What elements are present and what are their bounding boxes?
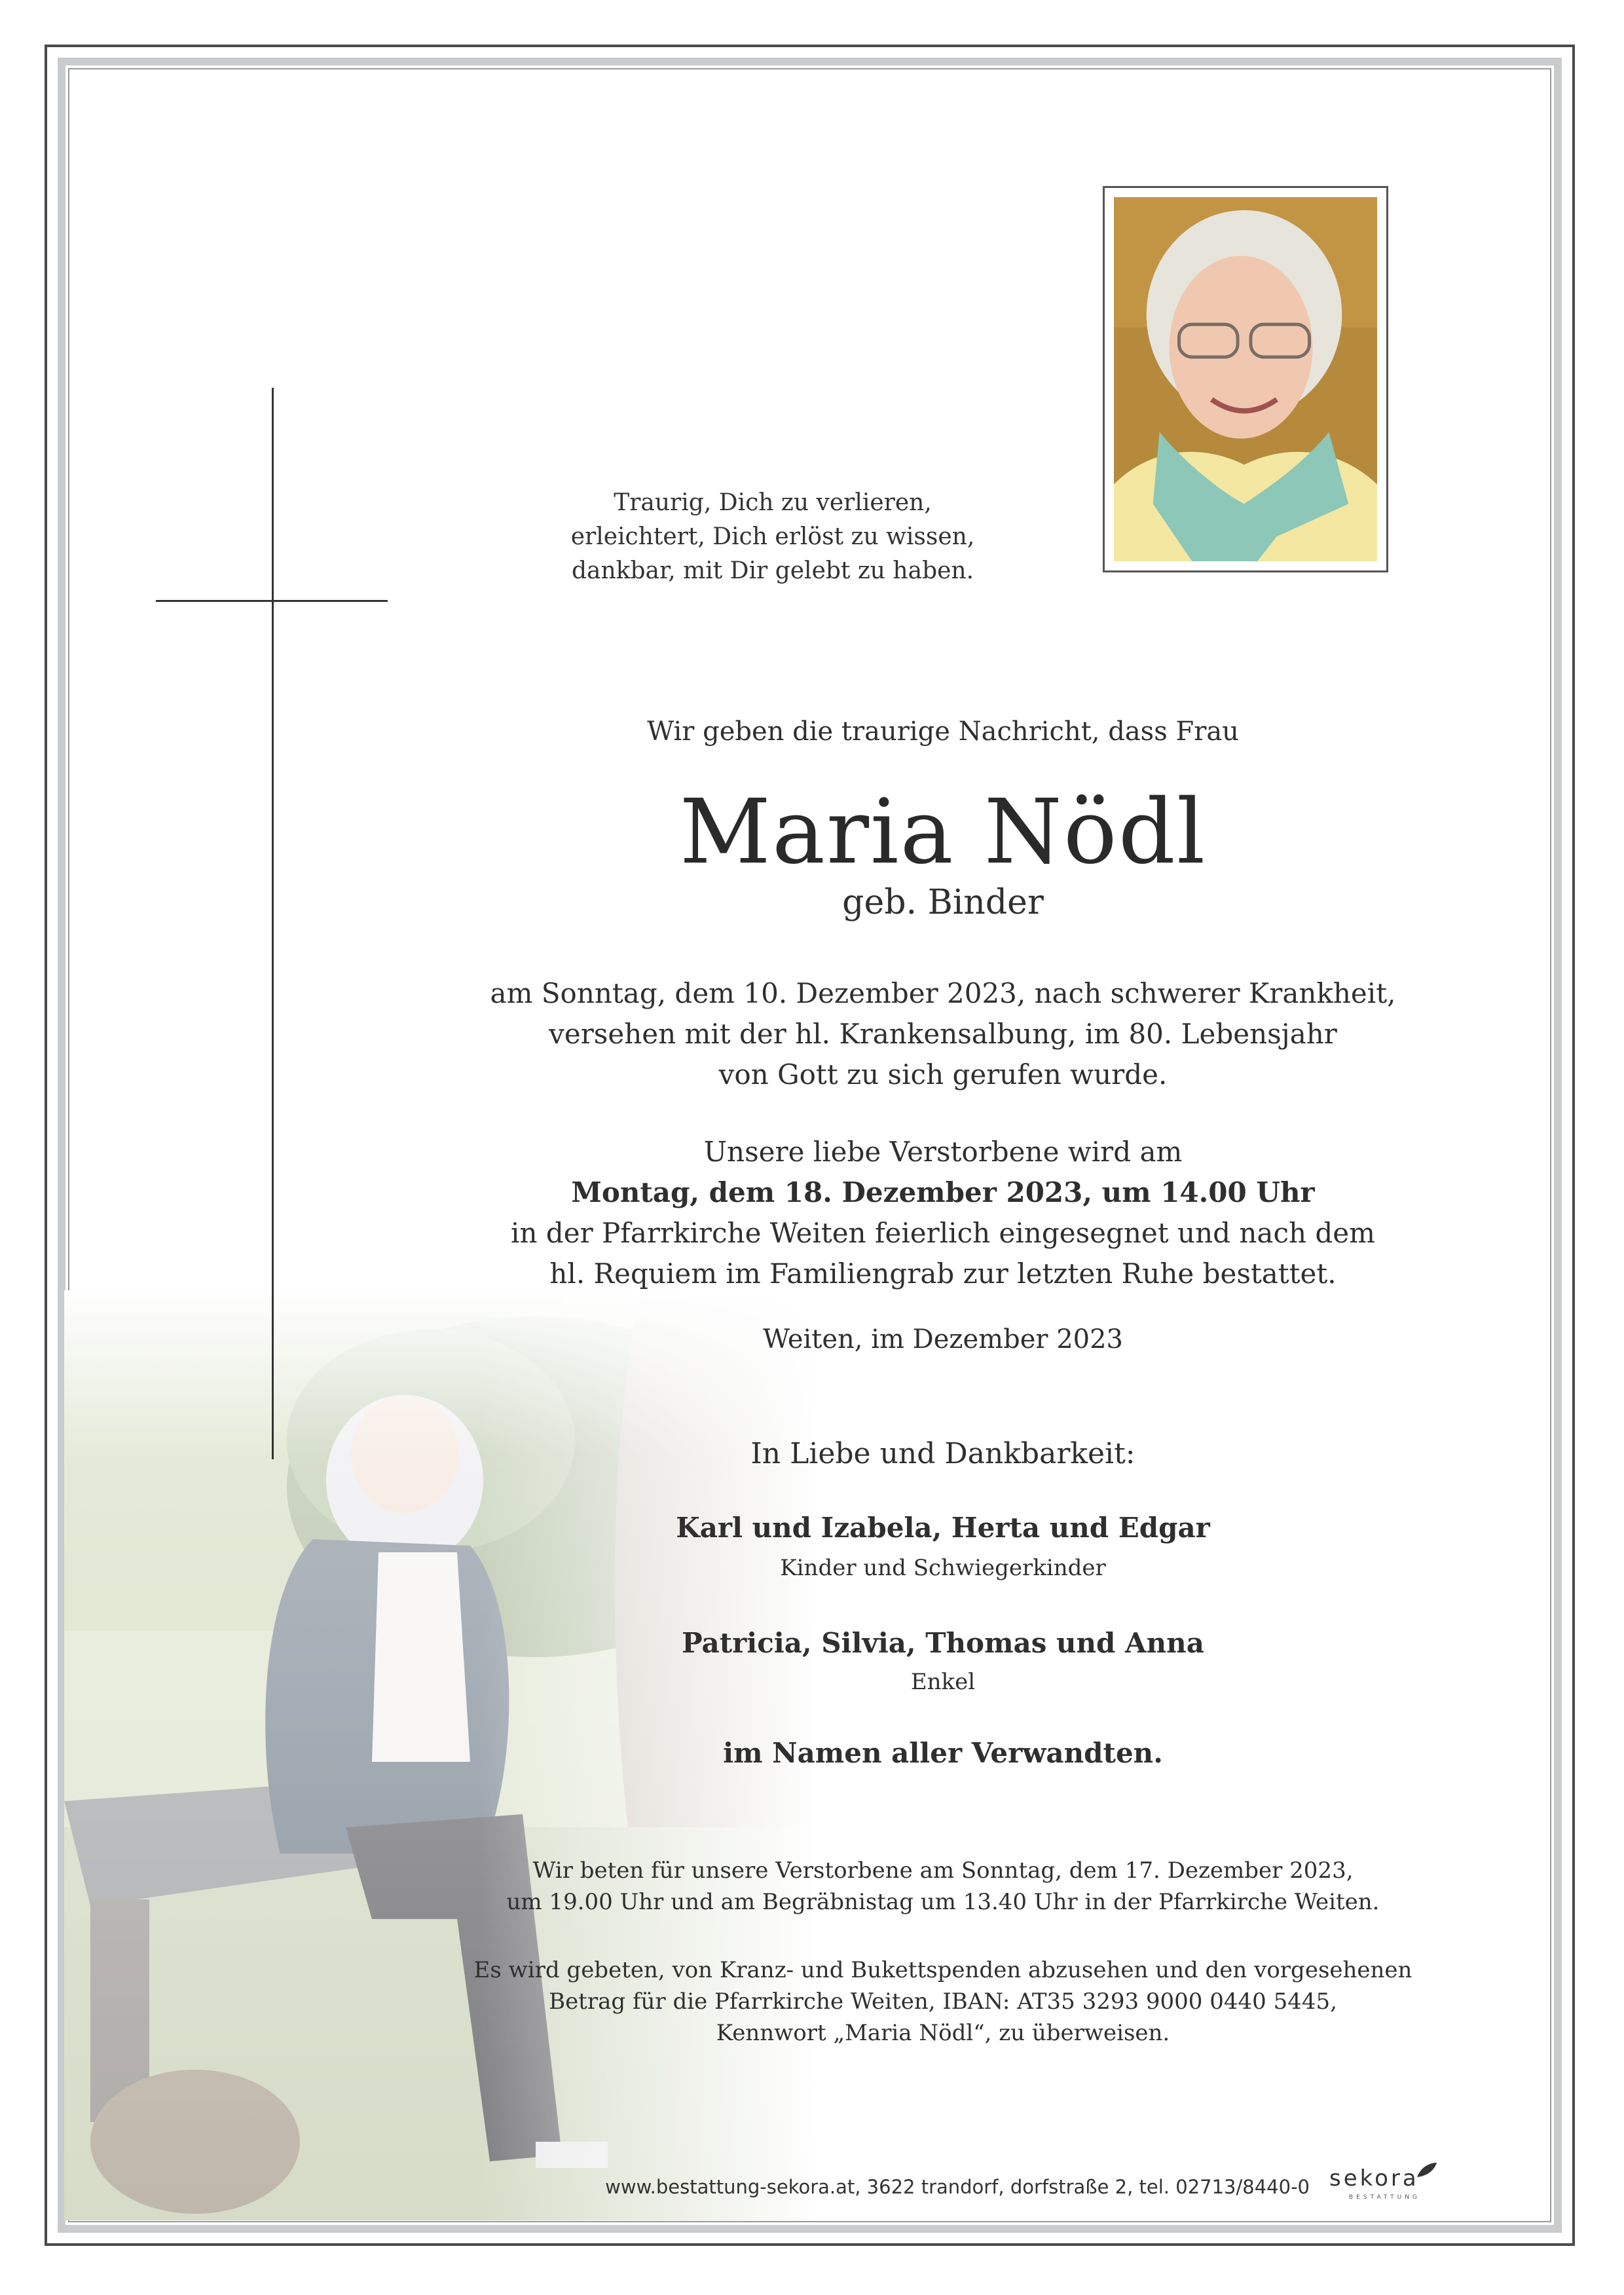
donation-line: Es wird gebeten, von Kranz- und Bukettspenden abzusehen und den vorgesehenen xyxy=(473,1957,1412,1983)
cross-horizontal-bar xyxy=(156,600,388,602)
funeral-date: Montag, dem 18. Dezember 2023, um 14.00 Uhr xyxy=(571,1176,1315,1208)
prayer-line: Wir beten für unsere Verstorbene am Sonntag, dem 17. Dezember 2023, xyxy=(532,1857,1354,1884)
funeral-line: hl. Requiem im Familiengrab zur letzten Ruhe bestattet. xyxy=(549,1258,1337,1290)
logo-subtitle: BESTATTUNG xyxy=(1349,2194,1420,2201)
footer-contact[interactable]: www.bestattung-sekora.at, 3622 trandorf, dorfstraße 2, tel. 02713/8440-0 xyxy=(605,2176,1310,2198)
prayer-notice xyxy=(458,1855,1428,1918)
donation-line: Betrag für die Pfarrkirche Weiten, IBAN: AT35 3293 9000 0440 5445, xyxy=(549,1988,1337,2015)
mourners-closing: im Namen aller Verwandten. xyxy=(723,1737,1163,1769)
donation-line: Kennwort „Maria Nödl“, zu überweisen. xyxy=(716,2020,1170,2046)
place-and-date: Weiten, im Dezember 2023 xyxy=(762,1324,1124,1354)
prayer-line: um 19.00 Uhr und am Begräbnistag um 13.40 Uhr in der Pfarrkirche Weiten. xyxy=(506,1889,1380,1915)
mourners-children-relation: Kinder und Schwiegerkinder xyxy=(780,1555,1106,1581)
mourners-grandchildren: Patricia, Silvia, Thomas und Anna xyxy=(682,1627,1204,1659)
funeral-line: in der Pfarrkirche Weiten feierlich eingesegnet und nach dem xyxy=(511,1217,1375,1249)
death-notice xyxy=(458,973,1428,1095)
deceased-name: Maria Nödl xyxy=(679,781,1207,884)
logo-wordmark: sekora xyxy=(1329,2165,1419,2192)
cross-vertical-bar xyxy=(272,388,274,1459)
death-line: am Sonntag, dem 10. Dezember 2023, nach schwerer Krankheit, xyxy=(490,977,1396,1009)
funeral-notice xyxy=(458,1132,1428,1294)
mourners-children: Karl und Izabela, Herta und Edgar xyxy=(676,1512,1210,1544)
donation-notice xyxy=(458,1954,1428,2049)
mourners-heading: In Liebe und Dankbarkeit: xyxy=(750,1437,1135,1470)
portrait-photo xyxy=(1103,186,1388,572)
funeral-line: Unsere liebe Verstorbene wird am xyxy=(703,1136,1183,1168)
maiden-name: geb. Binder xyxy=(842,883,1044,922)
motto-line: Traurig, Dich zu verlieren, xyxy=(614,489,932,516)
intro-text: Wir geben die traurige Nachricht, dass Frau xyxy=(647,717,1239,747)
motto-line: erleichtert, Dich erlöst zu wissen, xyxy=(570,523,975,550)
mourners-grandchildren-relation: Enkel xyxy=(910,1669,976,1695)
leaf-icon xyxy=(1416,2161,1438,2178)
death-line: versehen mit der hl. Krankensalbung, im 80. Lebensjahr xyxy=(549,1018,1337,1050)
death-line: von Gott zu sich gerufen wurde. xyxy=(718,1058,1168,1091)
sekora-logo xyxy=(1329,2161,1441,2203)
motto-verse xyxy=(511,486,1035,588)
motto-line: dankbar, mit Dir gelebt zu haben. xyxy=(571,557,974,584)
